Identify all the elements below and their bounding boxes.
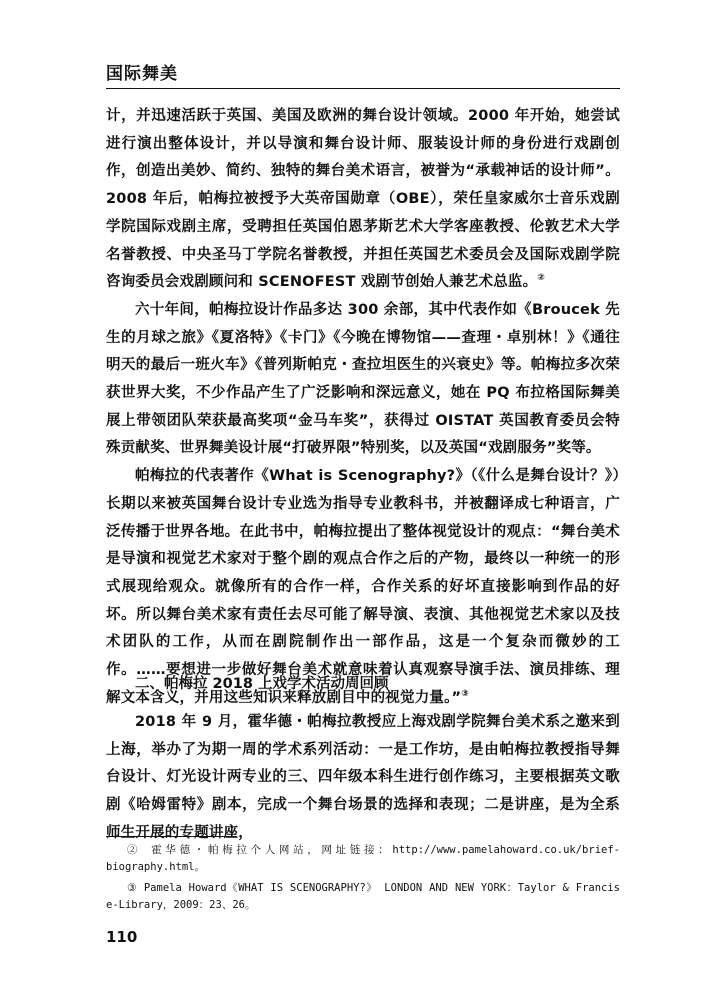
footnote-ref-2: ② <box>537 273 546 284</box>
section-body <box>106 709 620 848</box>
page-header <box>106 62 620 89</box>
paragraph-1 <box>106 103 620 297</box>
footnote-rule <box>106 836 236 837</box>
footnote-2: ② 霍华德・帕梅拉个人网站，网址链接：http://www.pamelahoward.co.uk/brief-biography.html。 <box>106 844 620 873</box>
page-number: 110 <box>106 928 138 946</box>
running-header-title: 国际舞美 <box>106 64 178 84</box>
footnotes <box>106 842 620 918</box>
header-rule <box>106 88 620 89</box>
footnote-3: ③ Pamela Howard《WHAT IS SCENOGRAPHY?》 LONDON AND NEW YORK：Taylor & Francis e-Library，2009：23、26。 <box>106 882 620 911</box>
footnote-ref-3: ③ <box>461 688 470 699</box>
article-body <box>106 103 620 712</box>
section-heading: 二、帕梅拉 2018 上戏学术活动周回顾 <box>135 676 389 692</box>
paragraph-2: 六十年间，帕梅拉设计作品多达 300 余部，其中代表作如《Broucek 先生的月球之旅》《夏洛特》《卡门》《今晚在博物馆——查理・卓别林！》《通往明天的最后一班火车》《普列斯帕克・查拉坦医生的兴衰史》等。帕梅拉多次荣获世界大奖，不少作品产生了广泛影响和深远意义，她在 PQ 布拉格国际舞美展上带领团队荣获最高奖项“金马车奖”，获得过 OISTAT 英国教育委员会特殊贡献奖、世界舞美设计展“打破界限”特别奖，以及英国“戏剧服务”奖等。 <box>106 301 620 457</box>
paragraph-3-text: 帕梅拉的代表著作《What is Scenography?》（《什么是舞台设计？》）长期以来被英国舞台设计专业选为指导专业教科书，并被翻译成七种语言，广泛传播于世界各地。在此书中，帕梅拉提出了整体视觉设计的观点：“舞台美术是导演和视觉艺术家对于整个剧的观点合作之后的产物，最终以一种统一的形式展现给观众。就像所有的合作一样，合作关系的好坏直接影响到作品的好坏。所以舞台美术家有责任去尽可能了解导演、表演、其他视觉艺术家以及技术团队的工作，从而在剧院制作出一部作品，这是一个复杂而微妙的工作。……要想进一步做好舞台美术就意味着认真观察导演手法、演员排练、理解文本含义，并用这些知识来释放剧目中的视觉力量。” <box>106 468 620 706</box>
section-paragraph-1: 2018 年 9 月，霍华德・帕梅拉教授应上海戏剧学院舞台美术系之邀来到上海，举办了为期一周的学术系列活动：一是工作坊，是由帕梅拉教授指导舞台设计、灯光设计两专业的三、四年级本科生进行创作练习，主要根据英文歌剧《哈姆雷特》剧本，完成一个舞台场景的选择和表现；二是讲座，是为全系师生开展的专题讲座， <box>106 714 620 841</box>
paragraph-1-text: 计，并迅速活跃于英国、美国及欧洲的舞台设计领域。2000 年开始，她尝试进行演出整体设计，并以导演和舞台设计师、服装设计师的身份进行戏剧创作，创造出美妙、简约、独特的舞台美术语言，被誉为“承载神话的设计师”。2008 年后，帕梅拉被授予大英帝国勋章（OBE），荣任皇家威尔士音乐戏剧学院国际戏剧主席，受聘担任英国伯恩茅斯艺术大学客座教授、伦敦艺术大学名誉教授、中央圣马丁学院名誉教授，并担任英国艺术委员会及国际戏剧学院咨询委员会戏剧顾问和 SCENOFEST 戏剧节创始人兼艺术总监。 <box>106 108 620 291</box>
